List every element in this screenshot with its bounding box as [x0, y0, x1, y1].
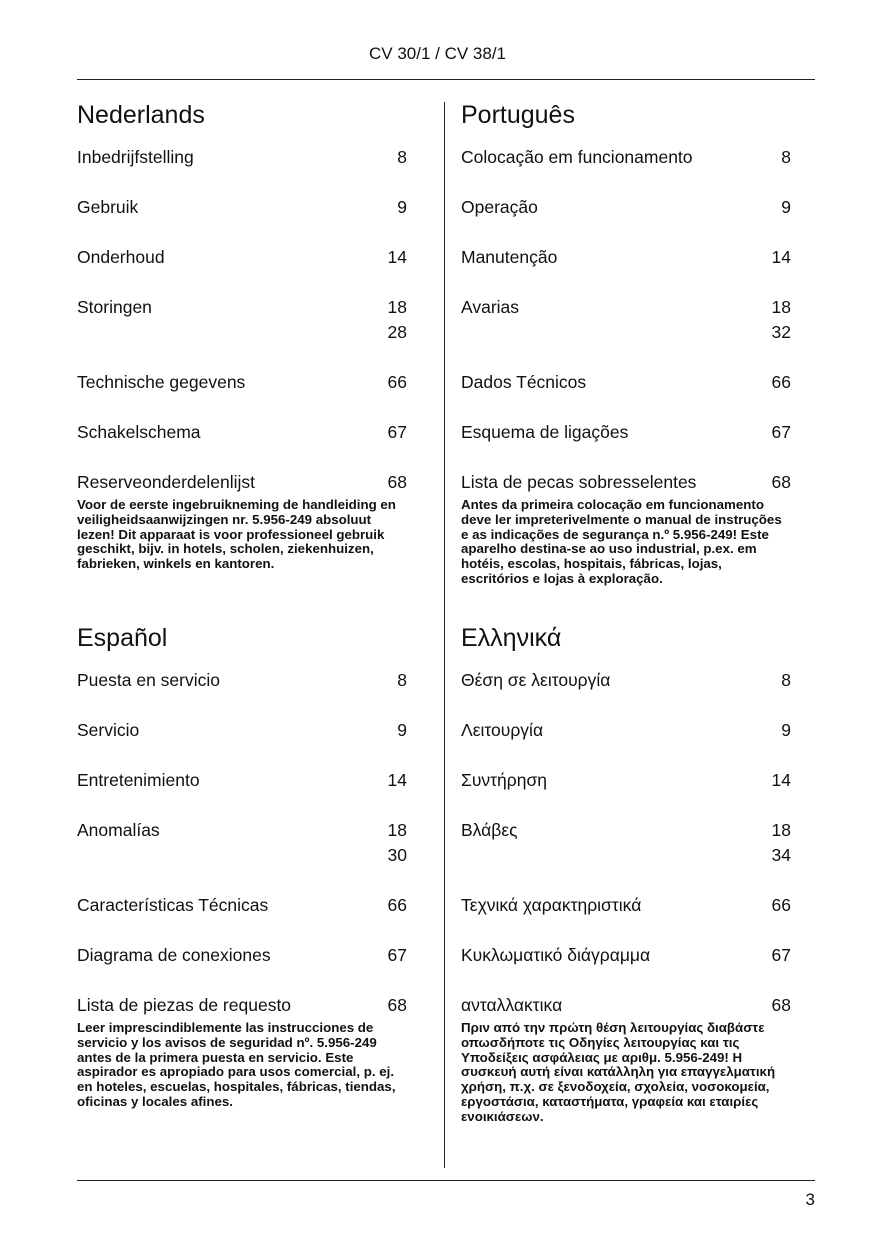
toc-page-number: 67	[387, 422, 407, 442]
toc-entry-label: Colocação em funcionamento	[461, 147, 693, 167]
toc-entry-label: Características Técnicas	[77, 895, 269, 915]
toc-entry-pages	[761, 370, 791, 395]
toc-page-number: 9	[781, 720, 791, 740]
toc-entry-pages	[377, 195, 407, 220]
toc-page-number: 14	[387, 770, 407, 790]
toc-entry-label: Manutenção	[461, 247, 558, 267]
toc-entry	[461, 470, 791, 495]
toc-entry	[461, 993, 791, 1018]
toc-entry-label: ανταλλακτικα	[461, 995, 563, 1015]
toc-page-number: 18	[771, 820, 791, 840]
toc-entry-pages	[761, 420, 791, 445]
toc-entry-pages	[761, 993, 791, 1018]
toc-entry-label: Τεχνικά χαρακτηριστικά	[461, 895, 642, 915]
toc-entry-label: Operação	[461, 197, 538, 217]
toc-page-number: 8	[397, 670, 407, 690]
toc-entry-label: Storingen	[77, 297, 152, 317]
toc-entry	[77, 768, 407, 793]
page-header: CV 30/1 / CV 38/1	[368, 44, 507, 63]
toc-entry-label: Κυκλωματικό διάγραμμα	[461, 945, 651, 965]
toc-entry	[461, 668, 791, 693]
toc-entry-label: Θέση σε λειτουργία	[461, 670, 611, 690]
toc-entry-label: Dados Técnicos	[461, 372, 587, 392]
toc-entry	[461, 245, 791, 270]
toc-entry	[461, 818, 791, 868]
toc-page-number: 66	[387, 895, 407, 915]
toc-page-number: 67	[387, 945, 407, 965]
toc-entry-label: Βλάβες	[461, 820, 518, 840]
toc-page-number: 9	[781, 197, 791, 217]
toc-entry	[77, 818, 407, 868]
section-title: Ελληνικά	[461, 624, 562, 652]
toc-entry	[77, 370, 407, 395]
section-title: Nederlands	[77, 101, 205, 129]
toc-entry	[77, 420, 407, 445]
toc-entry-pages	[377, 295, 407, 345]
toc-entry-pages	[377, 370, 407, 395]
toc-page-number: 14	[771, 247, 791, 267]
toc-entry-label: Λειτουργία	[461, 720, 544, 740]
toc-page-number: 9	[397, 197, 407, 217]
toc-page-number: 68	[387, 995, 407, 1015]
toc-entry-pages	[377, 668, 407, 693]
toc-page-number: 66	[771, 372, 791, 392]
toc-entry-pages	[377, 943, 407, 968]
toc-entry-pages	[761, 768, 791, 793]
toc-entry-label: Diagrama de conexiones	[77, 945, 271, 965]
toc-entry-pages	[761, 295, 791, 345]
toc-entry-label: Gebruik	[77, 197, 139, 217]
toc-page-number: 66	[387, 372, 407, 392]
footer-rule	[77, 1180, 815, 1181]
toc-page-number: 32	[771, 322, 791, 342]
safety-notice: Leer imprescindiblemente las instrucciones de servicio y los avisos de seguridad nº. 5.956-249 antes de la primera puesta en servicio. Este aspirador es apropiado para usos comercial, p. ej. en hoteles, escuelas, hospitales, fábricas, tiendas, oficinas y locales afines.	[77, 1020, 396, 1109]
toc-entry-pages	[761, 470, 791, 495]
toc-entry-label: Entretenimiento	[77, 770, 200, 790]
toc-page-number: 68	[771, 995, 791, 1015]
toc-entry-pages	[377, 993, 407, 1018]
toc-entry	[77, 993, 407, 1018]
toc-entry	[461, 145, 791, 170]
toc-page-number: 18	[771, 297, 791, 317]
toc-entry	[77, 668, 407, 693]
section-ellinika	[461, 620, 791, 1138]
toc-entry-label: Technische gegevens	[77, 372, 246, 392]
safety-notice: Πριν από την πρώτη θέση λειτουργίας διαβάστε οπωσδήποτε τις Οδηγίες λειτουργίας και τις Υποδείξεις ασφάλειας με αριθμ. 5.956-249! Η συσκευή αυτή είναι κατάλληλη για επαγγελματική χρήση, π.χ. σε ξενοδοχεία, σχολεία, νοσοκομεία, εργοστάσια, καταστήματα, γραφεία και εταιρίες ενοικιάσεων.	[461, 1020, 776, 1124]
toc-entry	[77, 718, 407, 743]
toc-entry-label: Συντήρηση	[461, 770, 548, 790]
toc-page-number: 8	[781, 670, 791, 690]
toc-entry	[461, 893, 791, 918]
toc-entry-label: Lista de pecas sobresselentes	[461, 472, 697, 492]
safety-notice: Voor de eerste ingebruikneming de handleiding en veiligheidsaanwijzingen nr. 5.956-249 absoluut lezen! Dit apparaat is voor professioneel gebruik geschikt, bijv. in hotels, scholen, ziekenhuizen, fabrieken, winkels en kantoren.	[77, 497, 396, 572]
toc-entry	[461, 195, 791, 220]
toc-entry-pages	[377, 768, 407, 793]
toc-entry	[461, 943, 791, 968]
toc-entry	[461, 768, 791, 793]
toc-entry-label: Puesta en servicio	[77, 670, 220, 690]
section-title: Português	[461, 101, 575, 129]
toc-entry-label: Reserveonderdelenlijst	[77, 472, 256, 492]
toc-entry	[461, 370, 791, 395]
toc-entry-label: Servicio	[77, 720, 140, 740]
toc-entry-label: Avarias	[461, 297, 520, 317]
section-portugues	[461, 97, 791, 600]
toc-entry-label: Inbedrijfstelling	[77, 147, 194, 167]
toc-entry	[77, 295, 407, 345]
toc-entry-pages	[761, 943, 791, 968]
toc-page-number: 68	[771, 472, 791, 492]
toc-entry	[461, 420, 791, 445]
toc-list	[461, 668, 791, 1018]
toc-page-number: 9	[397, 720, 407, 740]
toc-list	[77, 145, 407, 495]
toc-entry-label: Esquema de ligações	[461, 422, 629, 442]
toc-entry	[77, 893, 407, 918]
toc-page-number: 14	[771, 770, 791, 790]
toc-entry	[77, 470, 407, 495]
section-title: Español	[77, 624, 168, 652]
toc-entry-pages	[761, 245, 791, 270]
toc-page-number: 30	[387, 845, 407, 865]
header-rule	[77, 79, 815, 80]
toc-entry-pages	[377, 893, 407, 918]
toc-entry-pages	[761, 718, 791, 743]
toc-entry	[77, 943, 407, 968]
toc-entry-label: Onderhoud	[77, 247, 165, 267]
toc-entry-pages	[761, 893, 791, 918]
toc-list	[461, 145, 791, 495]
toc-page-number: 67	[771, 422, 791, 442]
toc-entry-pages	[377, 470, 407, 495]
toc-entry-label: Lista de piezas de requesto	[77, 995, 292, 1015]
toc-entry-pages	[377, 245, 407, 270]
toc-page-number: 68	[387, 472, 407, 492]
toc-entry	[77, 195, 407, 220]
toc-entry-label: Schakelschema	[77, 422, 201, 442]
toc-entry-pages	[377, 718, 407, 743]
toc-entry	[77, 245, 407, 270]
toc-page-number: 28	[387, 322, 407, 342]
toc-entry-pages	[761, 195, 791, 220]
toc-list	[77, 668, 407, 1018]
section-nederlands	[77, 97, 407, 585]
column-divider	[444, 102, 445, 1168]
toc-page-number: 67	[771, 945, 791, 965]
toc-page-number: 14	[387, 247, 407, 267]
page-number: 3	[805, 1190, 815, 1209]
toc-entry-pages	[761, 145, 791, 170]
toc-entry-pages	[761, 668, 791, 693]
toc-page-number: 34	[771, 845, 791, 865]
toc-entry	[77, 145, 407, 170]
toc-page-number: 18	[387, 820, 407, 840]
toc-page-number: 8	[781, 147, 791, 167]
toc-entry-pages	[377, 818, 407, 868]
toc-entry	[461, 718, 791, 743]
toc-page-number: 18	[387, 297, 407, 317]
toc-entry-pages	[761, 818, 791, 868]
toc-entry-pages	[377, 145, 407, 170]
toc-page-number: 66	[771, 895, 791, 915]
toc-entry-pages	[377, 420, 407, 445]
section-espanol	[77, 620, 407, 1123]
toc-page-number: 8	[397, 147, 407, 167]
toc-entry	[461, 295, 791, 345]
safety-notice: Antes da primeira colocação em funcionamento deve ler impreterivelmente o manual de instruções e as indicações de segurança n.º 5.956-249! Este aparelho destina-se ao uso industrial, p.ex. em hotéis, escolas, hospitais, fábricas, lojas, escritórios e lojas à exploração.	[461, 497, 782, 586]
toc-entry-label: Anomalías	[77, 820, 160, 840]
